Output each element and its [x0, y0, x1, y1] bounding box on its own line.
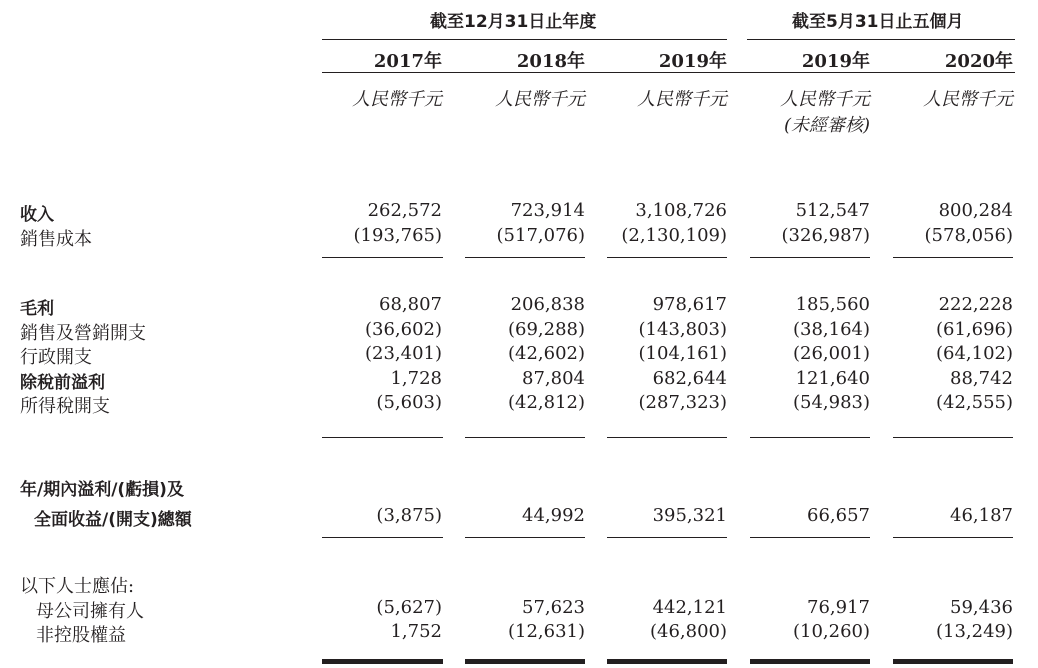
subtotal-rule [607, 537, 727, 538]
figure-cell: (38,164) [792, 319, 870, 340]
label-revenue: 收入 [20, 205, 54, 225]
year-col-3: 2019年 [658, 51, 727, 72]
figure-cell: (61,696) [935, 319, 1013, 340]
figure-cell: (104,161) [638, 343, 727, 364]
double-underline [322, 659, 443, 664]
figure-cell: (42,812) [507, 392, 585, 413]
figure-cell: 87,804 [522, 368, 585, 389]
figure-cell: (193,765) [353, 225, 442, 246]
label-profit-before-tax: 除稅前溢利 [20, 373, 105, 393]
figure-cell: 682,644 [652, 368, 727, 389]
figure-cell: (3,875) [376, 505, 442, 526]
subtotal-rule [322, 257, 443, 258]
subtotal-rule [607, 437, 727, 438]
label-attributable-to: 以下人士應佔: [20, 576, 135, 597]
year-col-5: 2020年 [944, 51, 1013, 72]
figure-cell: (13,249) [935, 621, 1013, 642]
figure-cell: (23,401) [364, 343, 442, 364]
subtotal-rule [893, 537, 1013, 538]
figure-cell: 800,284 [938, 200, 1013, 221]
figure-cell: 222,228 [938, 294, 1013, 315]
figure-cell: (578,056) [924, 225, 1013, 246]
figure-cell: (64,102) [935, 343, 1013, 364]
subtotal-rule [893, 437, 1013, 438]
label-non-controlling: 非控股權益 [36, 625, 126, 646]
figure-cell: (517,076) [496, 225, 585, 246]
subtotal-rule [465, 257, 585, 258]
figure-cell: 46,187 [950, 505, 1013, 526]
unit-col-1: 人民幣千元 [352, 89, 442, 110]
year-rule [322, 72, 1015, 73]
figure-cell: 76,917 [807, 597, 870, 618]
figure-cell: (287,323) [638, 392, 727, 413]
year-col-4: 2019年 [801, 51, 870, 72]
figure-cell: (10,260) [792, 621, 870, 642]
subtotal-rule [893, 257, 1013, 258]
header-rule-year [322, 39, 727, 40]
label-income-tax: 所得稅開支 [20, 396, 110, 417]
subtotal-rule [322, 437, 443, 438]
header-group-period: 截至5月31日止五個月 [792, 12, 964, 32]
figure-cell: 3,108,726 [635, 200, 727, 221]
figure-cell: 88,742 [950, 368, 1013, 389]
subtotal-rule [607, 257, 727, 258]
figure-cell: 1,728 [390, 368, 442, 389]
figure-cell: (5,627) [376, 597, 442, 618]
figure-cell: (69,288) [507, 319, 585, 340]
label-owners-of-parent: 母公司擁有人 [36, 601, 144, 622]
figure-cell: (42,555) [935, 392, 1013, 413]
figure-cell: 121,640 [795, 368, 870, 389]
figure-cell: 68,807 [379, 294, 442, 315]
double-underline [750, 659, 870, 664]
figure-cell: 185,560 [795, 294, 870, 315]
year-col-1: 2017年 [373, 51, 442, 72]
unit-col-4: 人民幣千元 [780, 89, 870, 110]
label-admin-expenses: 行政開支 [20, 347, 92, 368]
header-group-year: 截至12月31日止年度 [430, 12, 597, 32]
subtotal-rule [750, 537, 870, 538]
double-underline [465, 659, 585, 664]
year-col-2: 2018年 [516, 51, 585, 72]
figure-cell: 978,617 [652, 294, 727, 315]
header-rule-period [747, 39, 1015, 40]
subtotal-rule [465, 537, 585, 538]
subtotal-rule [465, 437, 585, 438]
figure-cell: 723,914 [510, 200, 585, 221]
figure-cell: 1,752 [390, 621, 442, 642]
subtotal-rule [750, 257, 870, 258]
label-selling-expenses: 銷售及營銷開支 [20, 323, 146, 344]
figure-cell: 66,657 [807, 505, 870, 526]
label-total-comprehensive-2: 全面收益/(開支)總額 [34, 510, 192, 530]
unit-col-5: 人民幣千元 [923, 89, 1013, 110]
label-total-comprehensive-1: 年/期內溢利/(虧損)及 [20, 480, 184, 500]
figure-cell: (26,001) [792, 343, 870, 364]
figure-cell: 395,321 [652, 505, 727, 526]
label-gross-profit: 毛利 [20, 299, 54, 319]
figure-cell: (46,800) [649, 621, 727, 642]
label-cost-of-sales: 銷售成本 [20, 229, 92, 250]
figure-cell: 262,572 [367, 200, 442, 221]
unit-col-3: 人民幣千元 [637, 89, 727, 110]
figure-cell: 206,838 [510, 294, 585, 315]
figure-cell: (2,130,109) [621, 225, 727, 246]
figure-cell: 512,547 [795, 200, 870, 221]
figure-cell: 44,992 [522, 505, 585, 526]
double-underline [607, 659, 727, 664]
figure-cell: 59,436 [950, 597, 1013, 618]
figure-cell: (36,602) [364, 319, 442, 340]
subtotal-rule [322, 537, 443, 538]
figure-cell: (42,602) [507, 343, 585, 364]
figure-cell: (12,631) [507, 621, 585, 642]
double-underline [893, 659, 1013, 664]
figure-cell: (5,603) [376, 392, 442, 413]
figure-cell: (326,987) [781, 225, 870, 246]
figure-cell: (54,983) [792, 392, 870, 413]
unaudited-note: (未經審核) [783, 115, 870, 136]
unit-col-2: 人民幣千元 [495, 89, 585, 110]
figure-cell: (143,803) [638, 319, 727, 340]
subtotal-rule [750, 437, 870, 438]
figure-cell: 442,121 [652, 597, 727, 618]
figure-cell: 57,623 [522, 597, 585, 618]
